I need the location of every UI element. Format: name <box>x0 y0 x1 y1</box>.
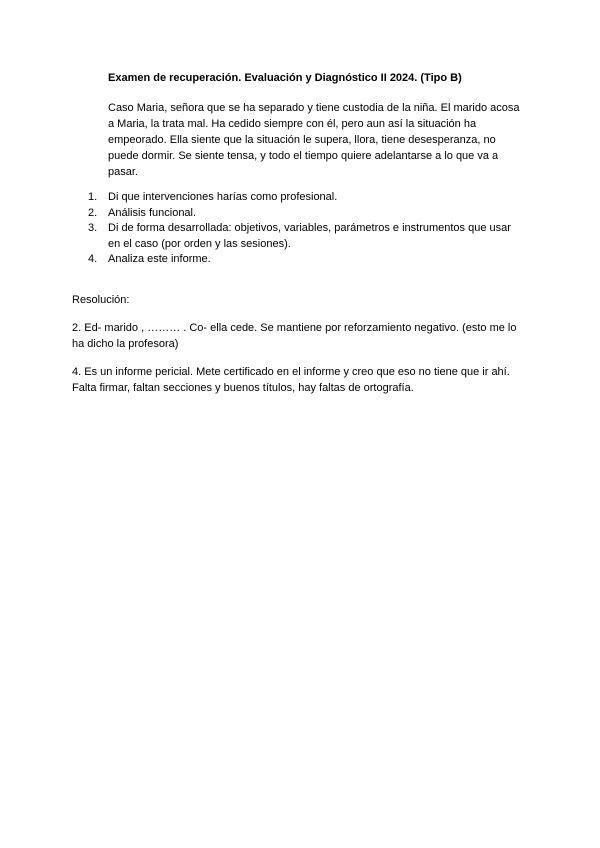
question-item <box>88 221 548 252</box>
question-text: Analiza este informe. <box>108 253 211 265</box>
case-line: pasar. <box>108 166 138 178</box>
answer-line: 4. Es un informe pericial. Mete certificado en el informe y creo que eso no tiene que ir ahí. <box>72 366 510 378</box>
question-text: en el caso (por orden y las sesiones). <box>108 237 291 250</box>
question-item <box>88 206 548 222</box>
answer-line: 2. Ed- marido , ……… . Co- ella cede. Se mantiene por reforzamiento negativo. (esto me lo <box>72 322 517 334</box>
answer-2 <box>72 320 542 352</box>
answer-4 <box>72 364 542 396</box>
question-item <box>88 252 548 268</box>
case-line: puede dormir. Se siente tensa, y todo el tiempo quiere adelantarse a lo que va a <box>108 150 499 162</box>
answer-line: ha dicho la profesora) <box>72 338 179 350</box>
answer-line: Falta firmar, faltan secciones y buenos títulos, hay faltas de ortografía. <box>72 382 414 394</box>
resolution-heading: Resolución: <box>72 294 130 306</box>
case-line: empeorado. Ella siente que la situación le supera, llora, tiene desesperanza, no <box>108 134 496 146</box>
question-number: 4. <box>88 253 98 265</box>
question-number: 1. <box>88 191 98 203</box>
question-text: Análisis funcional. <box>108 206 197 219</box>
question-list <box>88 190 548 268</box>
question-text: Di de forma desarrollada: objetivos, variables, parámetros e instrumentos que usar <box>108 222 511 234</box>
question-number: 3. <box>88 222 98 234</box>
case-description <box>108 100 544 180</box>
question-number: 2. <box>88 206 98 219</box>
case-line: Caso Maria, señora que se ha separado y tiene custodia de la niña. El marido acosa <box>108 102 520 114</box>
question-text: Di que intervenciones harías como profesional. <box>108 191 338 203</box>
exam-title: Examen de recuperación. Evaluación y Diagnóstico II 2024. (Tipo B) <box>108 72 462 84</box>
case-line: a Maria, la trata mal. Ha cedido siempre con él, pero aun así la situación ha <box>108 118 477 130</box>
question-item <box>88 190 548 206</box>
